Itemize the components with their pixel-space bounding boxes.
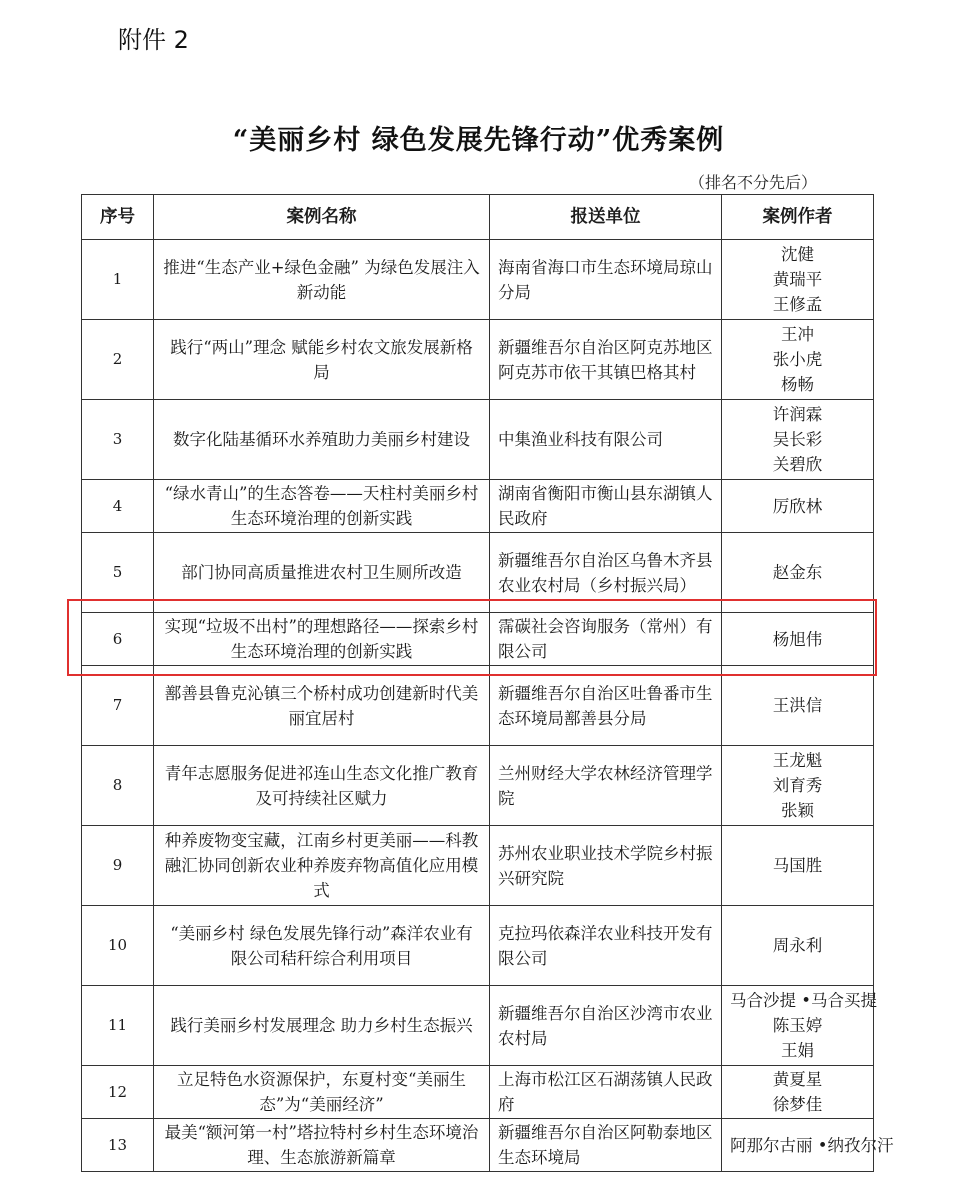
cases-table <box>81 194 894 1172</box>
author-name: 黄瑞平 <box>772 270 823 289</box>
author-name: 阿那尔古丽 •纳孜尔汗 <box>730 1135 894 1155</box>
document-title: “美丽乡村 绿色发展先锋行动”优秀案例 <box>232 125 725 156</box>
table-row <box>82 906 874 986</box>
submitting-unit: 中集渔业科技有限公司 <box>490 400 722 480</box>
row-number: 10 <box>82 906 154 986</box>
row-number: 1 <box>82 240 154 320</box>
table-row <box>82 480 874 533</box>
case-name: 青年志愿服务促进祁连山生态文化推广教育及可持续社区赋力 <box>154 746 490 826</box>
case-name: 鄯善县鲁克沁镇三个桥村成功创建新时代美丽宜居村 <box>154 666 490 746</box>
table-row <box>82 533 874 613</box>
case-name: 立足特色水资源保护，东夏村变“美丽生态”为“美丽经济” <box>154 1066 490 1119</box>
case-authors <box>722 666 874 746</box>
submitting-unit: 苏州农业职业技术学院乡村振兴研究院 <box>490 826 722 906</box>
author-name: 张颖 <box>781 801 814 820</box>
case-name: 践行“两山”理念 赋能乡村农文旅发展新格局 <box>154 320 490 400</box>
author-name: 许润霖 <box>772 405 823 424</box>
case-name: 数字化陆基循环水养殖助力美丽乡村建设 <box>154 400 490 480</box>
case-authors <box>722 240 874 320</box>
table-body <box>82 240 894 1172</box>
author-name: 沈健 <box>781 245 814 264</box>
row-number: 2 <box>82 320 154 400</box>
row-number: 6 <box>82 613 154 666</box>
table-row <box>82 666 874 746</box>
author-name: 徐梦佳 <box>772 1095 823 1114</box>
submitting-unit: 新疆维吾尔自治区吐鲁番市生态环境局鄯善县分局 <box>490 666 722 746</box>
author-name: 王冲 <box>781 325 814 344</box>
row-number: 13 <box>82 1119 154 1172</box>
author-name: 马合沙提 •马合买提 <box>730 991 877 1010</box>
case-authors <box>722 906 874 986</box>
row-number: 12 <box>82 1066 154 1119</box>
row-number: 8 <box>82 746 154 826</box>
author-name: 杨旭伟 <box>772 629 823 649</box>
table-row <box>82 613 874 666</box>
author-name: 陈玉婷 <box>772 1016 823 1035</box>
row-number: 5 <box>82 533 154 613</box>
table-row <box>82 400 874 480</box>
submitting-unit: 新疆维吾尔自治区阿克苏地区阿克苏市依干其镇巴格其村 <box>490 320 722 400</box>
table-row <box>82 826 874 906</box>
header-no: 序号 <box>82 195 154 240</box>
author-name: 黄夏星 <box>772 1070 823 1089</box>
submitting-unit: 新疆维吾尔自治区沙湾市农业农村局 <box>490 986 722 1066</box>
case-name: 践行美丽乡村发展理念 助力乡村生态振兴 <box>154 986 490 1066</box>
case-name: 最美“额河第一村”塔拉特村乡村生态环境治理、生态旅游新篇章 <box>154 1119 490 1172</box>
author-name: 吴长彩 <box>772 430 823 449</box>
case-authors <box>722 826 874 906</box>
submitting-unit: 兰州财经大学农林经济管理学院 <box>490 746 722 826</box>
submitting-unit: 新疆维吾尔自治区乌鲁木齐县农业农村局（乡村振兴局） <box>490 533 722 613</box>
author-name: 王娟 <box>781 1041 814 1060</box>
header-unit: 报送单位 <box>490 195 722 240</box>
case-authors <box>722 613 874 666</box>
table-row <box>82 986 874 1066</box>
case-authors <box>722 400 874 480</box>
author-name: 刘育秀 <box>772 776 823 795</box>
table-row <box>82 320 874 400</box>
submitting-unit: 新疆维吾尔自治区阿勒泰地区生态环境局 <box>490 1119 722 1172</box>
case-name: 种养废物变宝藏，江南乡村更美丽——科教融汇协同创新农业种养废弃物高值化应用模式 <box>154 826 490 906</box>
case-authors <box>722 1119 894 1172</box>
author-name: 厉欣林 <box>772 496 823 516</box>
submitting-unit: 湖南省衡阳市衡山县东湖镇人民政府 <box>490 480 722 533</box>
case-name: 实现“垃圾不出村”的理想路径——探索乡村生态环境治理的创新实践 <box>154 613 490 666</box>
case-authors <box>722 480 874 533</box>
author-name: 周永利 <box>772 936 823 955</box>
submitting-unit: 海南省海口市生态环境局琼山分局 <box>490 240 722 320</box>
row-number: 7 <box>82 666 154 746</box>
author-name: 王龙魁 <box>772 751 823 770</box>
attachment-label: 附件 2 <box>118 26 189 54</box>
author-name: 赵金东 <box>772 563 823 582</box>
case-name: 部门协同高质量推进农村卫生厕所改造 <box>154 533 490 613</box>
table-row <box>82 1119 874 1172</box>
author-name: 关碧欣 <box>772 455 823 474</box>
author-name: 王修孟 <box>772 295 823 314</box>
table-header-row <box>82 195 874 240</box>
author-name: 王洪信 <box>772 696 823 715</box>
submitting-unit: 上海市松江区石湖荡镇人民政府 <box>490 1066 722 1119</box>
header-case-name: 案例名称 <box>154 195 490 240</box>
row-number: 11 <box>82 986 154 1066</box>
row-number: 4 <box>82 480 154 533</box>
case-name: 推进“生态产业+绿色金融” 为绿色发展注入新动能 <box>154 240 490 320</box>
submitting-unit: 克拉玛依森洋农业科技开发有限公司 <box>490 906 722 986</box>
table-row <box>82 746 874 826</box>
row-number: 3 <box>82 400 154 480</box>
case-name: “绿水青山”的生态答卷——天柱村美丽乡村生态环境治理的创新实践 <box>154 480 490 533</box>
submitting-unit: 霈碳社会咨询服务（常州）有限公司 <box>490 613 722 666</box>
case-name: “美丽乡村 绿色发展先锋行动”森洋农业有限公司秸秆综合利用项目 <box>154 906 490 986</box>
case-authors <box>722 746 874 826</box>
case-authors <box>722 1066 874 1119</box>
case-authors <box>722 986 877 1066</box>
row-number: 9 <box>82 826 154 906</box>
table-row <box>82 1066 874 1119</box>
table-row <box>82 240 874 320</box>
ranking-note: （排名不分先后） <box>688 173 817 192</box>
author-name: 张小虎 <box>772 350 823 369</box>
case-authors <box>722 320 874 400</box>
author-name: 马国胜 <box>772 856 823 875</box>
author-name: 杨畅 <box>781 375 814 394</box>
header-author: 案例作者 <box>722 195 874 240</box>
case-authors <box>722 533 874 613</box>
